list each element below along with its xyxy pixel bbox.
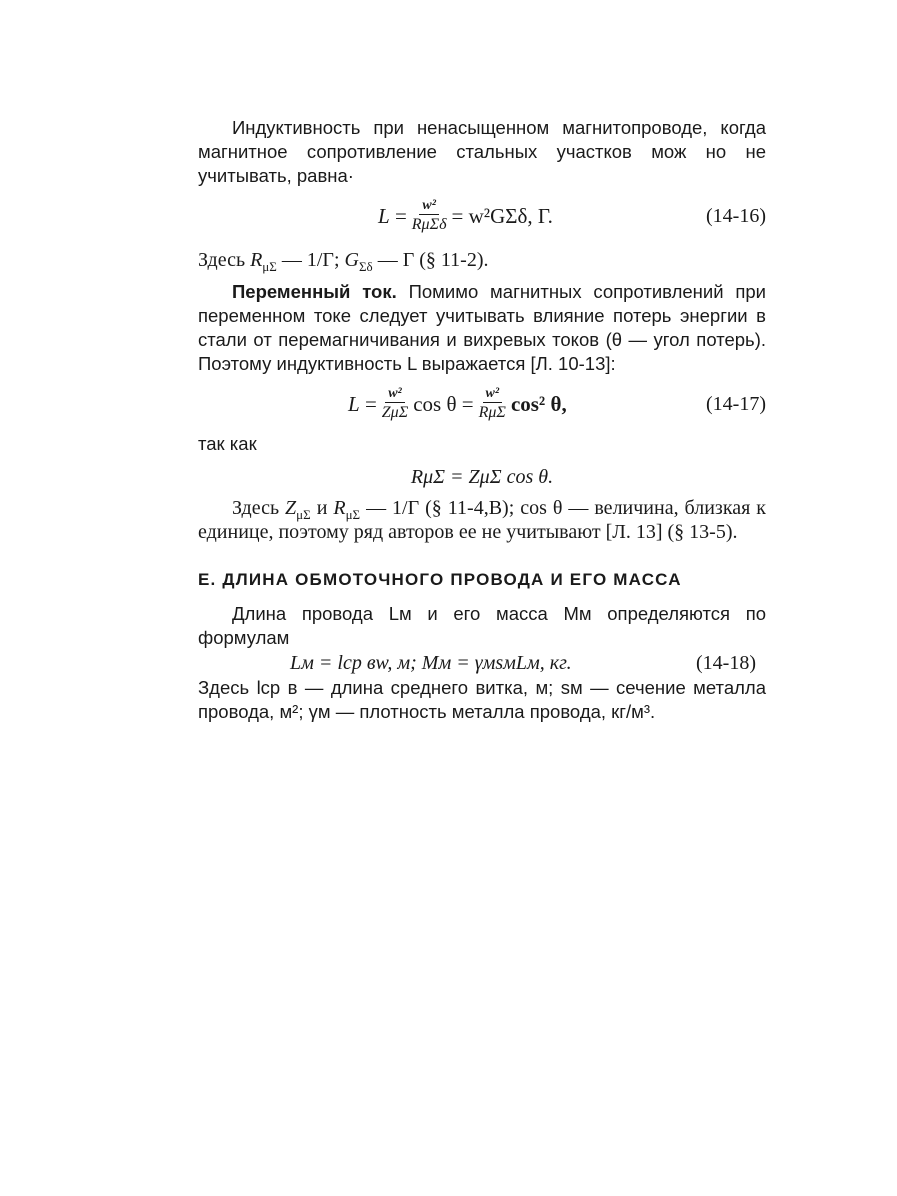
equation-number-14-18: (14-18) xyxy=(696,652,756,674)
p2-r-unit: — 1/Г; xyxy=(281,249,340,271)
paragraph-here-z-r: Здесь $Z_{\mu\Sigma}$ и $R_{\mu\Sigma}$ — 1/Г (§ 11-4,В); cos θ — величина, близкая к единице, поэтому ряд авторов ее не учитывают [Л. 13] (§ 13-5). xyxy=(198,497,766,543)
eq2-lhs: L xyxy=(348,391,360,416)
eq2-mid: cos θ = xyxy=(413,391,474,416)
paragraph-inductance-intro: Индуктивность при ненасыщенном магнитопроводе, когда магнитное сопротивление стальных участков мож но не учитывать, равна· xyxy=(198,117,766,186)
document-page xyxy=(198,116,766,724)
equation-14-17-formula: L = $\frac{\text{w²}}{\text{ZμΣ}}$ cos θ = $\frac{\text{w²}}{\text{RμΣ}}$ cos² θ, xyxy=(348,386,567,421)
eq2-denominator-2: RμΣ xyxy=(478,404,506,421)
eq1-fraction xyxy=(410,197,449,235)
paragraph-alternating-current xyxy=(198,280,766,376)
eq1-denominator: RμΣδ xyxy=(411,216,447,233)
equation-14-16-formula: L = $\frac{\text{w²}}{\text{RμΣδ}}$ = w²GΣδ, Г. xyxy=(378,198,553,233)
paragraph-wire-definitions: Здесь lср в — длина среднего витка, м; sм — сечение металла провода, м²; γм — плотность металла провода, кг/м³. xyxy=(198,677,766,722)
alternating-current-heading: Переменный ток. xyxy=(232,281,397,302)
p5-here: Здесь xyxy=(232,497,280,519)
alternating-current-text: Помимо магнитных сопротивлений при переменном токе следует учитывать влияние потерь энергии в стали от перемагничивания и вихревых токов (θ — угол потерь). Поэтому индуктивность L выражается [Л. 10-13]: xyxy=(198,281,766,374)
p2-here: Здесь xyxy=(198,249,246,271)
eq1-rhs: = w²GΣδ, Г. xyxy=(451,203,553,228)
p5-rest: — 1/Г (§ 11-4,В); cos θ — величина, близкая к единице, поэтому ряд авторов ее не учитывают [Л. 13] (§ 13-5). xyxy=(198,497,766,543)
paragraph-wire-length: Длина провода Lм и его масса Mм определяются по формулам xyxy=(198,603,766,648)
section-heading-wire-length: Е. ДЛИНА ОБМОТОЧНОГО ПРОВОДА И ЕГО МАССА xyxy=(198,570,682,589)
eq2-tail: cos² θ, xyxy=(510,391,567,416)
eq2-numerator-1: w² xyxy=(385,385,405,403)
equation-14-16 xyxy=(198,188,766,244)
equation-number-14-17: (14-17) xyxy=(706,392,766,415)
eq2-numerator-2: w² xyxy=(483,385,503,403)
equation-14-17 xyxy=(198,376,766,432)
equation-number-14-16: (14-16) xyxy=(706,204,766,227)
equation-14-18 xyxy=(198,650,766,676)
equation-r-z-cos: RμΣ = ZμΣ cos θ. xyxy=(410,466,554,488)
eq2-fraction-2 xyxy=(477,385,508,423)
eq2-denominator-1: ZμΣ xyxy=(381,404,409,421)
p2-g-unit: — Г (§ 11-2). xyxy=(377,249,489,271)
equation-14-18-formula: Lм = lср вw, м; Mм = γмsмLм, кг. xyxy=(290,652,572,674)
eq2-fraction-1 xyxy=(380,385,410,423)
eq1-numerator: w² xyxy=(419,197,439,215)
p5-and: и xyxy=(316,497,328,519)
paragraph-since: так как xyxy=(198,433,257,454)
eq1-lhs: L xyxy=(378,203,390,228)
paragraph-here-units: Здесь $R_{\mu\Sigma}$ — 1/Г; $G_{\Sigma\delta}$ — Г (§ 11-2). xyxy=(198,249,489,274)
